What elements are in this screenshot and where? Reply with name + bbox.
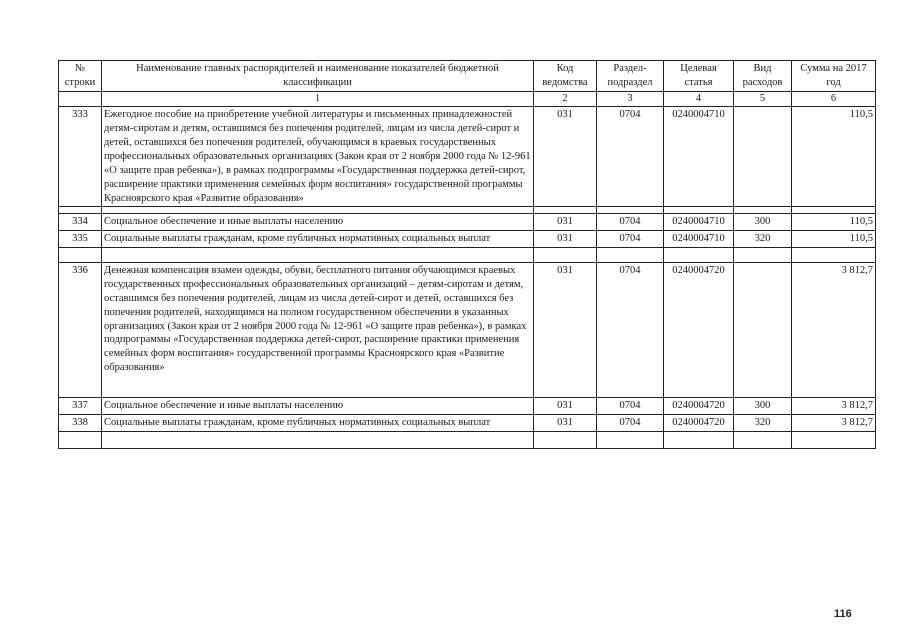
row-amount: 110,5 [792, 214, 876, 231]
table-row [59, 263, 876, 398]
spacer-row [59, 248, 876, 263]
row-expense-type: 320 [734, 231, 792, 248]
row-department-code: 031 [534, 398, 597, 415]
budget-table [58, 60, 876, 449]
row-name: Денежная компенсация взамен одежды, обуви, бесплатного питания обучающимся краевых государственных профессиональных образовательных организаций – детям-сиротам и детям, оставшимся без попечения родителей, лицам из числа детей-сирот и детей, оставшихся без попечения родителей, находящимся на полном государственном обеспечении в указанных организациях (Закон края от 2 ноября 2000 года № 12-961 «О защите прав ребенка»), в рамках подпрограммы «Государственная поддержка детей-сирот, расширение практики применения семейных форм воспитания» государственной программы Красноярского края «Развитие образования» [102, 263, 534, 398]
column-number-row [59, 92, 876, 107]
header-row [59, 61, 876, 92]
row-expense-type [734, 263, 792, 398]
header-name: Наименование главных распорядителей и наименование показателей бюджетной классификации [102, 61, 534, 92]
column-number: 5 [734, 92, 792, 107]
row-expense-type [734, 107, 792, 207]
row-section: 0704 [597, 214, 664, 231]
row-number: 334 [59, 214, 102, 231]
table-row [59, 214, 876, 231]
header-amount: Сумма на 2017 год [792, 61, 876, 92]
row-number: 333 [59, 107, 102, 207]
header-department-code: Код ведомства [534, 61, 597, 92]
row-name: Социальное обеспечение и иные выплаты населению [102, 214, 534, 231]
header-expense-type: Вид расходов [734, 61, 792, 92]
column-number: 3 [597, 92, 664, 107]
row-target-article: 0240004720 [664, 263, 734, 398]
row-number: 337 [59, 398, 102, 415]
row-name: Социальные выплаты гражданам, кроме публичных нормативных социальных выплат [102, 414, 534, 431]
row-amount: 110,5 [792, 231, 876, 248]
row-section: 0704 [597, 398, 664, 415]
header-section: Раздел-подраздел [597, 61, 664, 92]
row-amount: 110,5 [792, 107, 876, 207]
table-row [59, 231, 876, 248]
row-target-article: 0240004710 [664, 214, 734, 231]
row-expense-type: 300 [734, 214, 792, 231]
column-number [59, 92, 102, 107]
row-expense-type: 320 [734, 414, 792, 431]
row-department-code: 031 [534, 214, 597, 231]
row-target-article: 0240004710 [664, 107, 734, 207]
row-name: Социальное обеспечение и иные выплаты населению [102, 398, 534, 415]
table-row [59, 414, 876, 431]
table-row [59, 398, 876, 415]
row-name: Социальные выплаты гражданам, кроме публичных нормативных социальных выплат [102, 231, 534, 248]
page-number: 116 [834, 608, 852, 620]
header-row-number: № строки [59, 61, 102, 92]
column-number: 4 [664, 92, 734, 107]
row-department-code: 031 [534, 231, 597, 248]
row-department-code: 031 [534, 414, 597, 431]
spacer-row [59, 431, 876, 448]
row-number: 336 [59, 263, 102, 398]
row-department-code: 031 [534, 263, 597, 398]
row-expense-type: 300 [734, 398, 792, 415]
row-number: 338 [59, 414, 102, 431]
row-amount: 3 812,7 [792, 414, 876, 431]
row-name: Ежегодное пособие на приобретение учебной литературы и письменных принадлежностей детям-сиротам и детям, оставшимся без попечения родителей, лицам из числа детей-сирот и детей, оставшихся без попечения родителей, обучающимся в краевых государственных профессиональных образовательных организациях (Закон края от 2 ноября 2000 года № 12-961 «О защите прав ребенка»), в рамках подпрограммы «Государственная поддержка детей-сирот, расширение практики применения семейных форм воспитания» государственной программы Красноярского края «Развитие образования» [102, 107, 534, 207]
row-section: 0704 [597, 414, 664, 431]
spacer-row [59, 207, 876, 214]
row-department-code: 031 [534, 107, 597, 207]
row-amount: 3 812,7 [792, 263, 876, 398]
row-amount: 3 812,7 [792, 398, 876, 415]
header-target-article: Целевая статья [664, 61, 734, 92]
row-section: 0704 [597, 263, 664, 398]
row-target-article: 0240004710 [664, 231, 734, 248]
table-row [59, 107, 876, 207]
row-number: 335 [59, 231, 102, 248]
column-number: 6 [792, 92, 876, 107]
row-target-article: 0240004720 [664, 414, 734, 431]
row-target-article: 0240004720 [664, 398, 734, 415]
row-section: 0704 [597, 231, 664, 248]
column-number: 1 [102, 92, 534, 107]
row-section: 0704 [597, 107, 664, 207]
column-number: 2 [534, 92, 597, 107]
